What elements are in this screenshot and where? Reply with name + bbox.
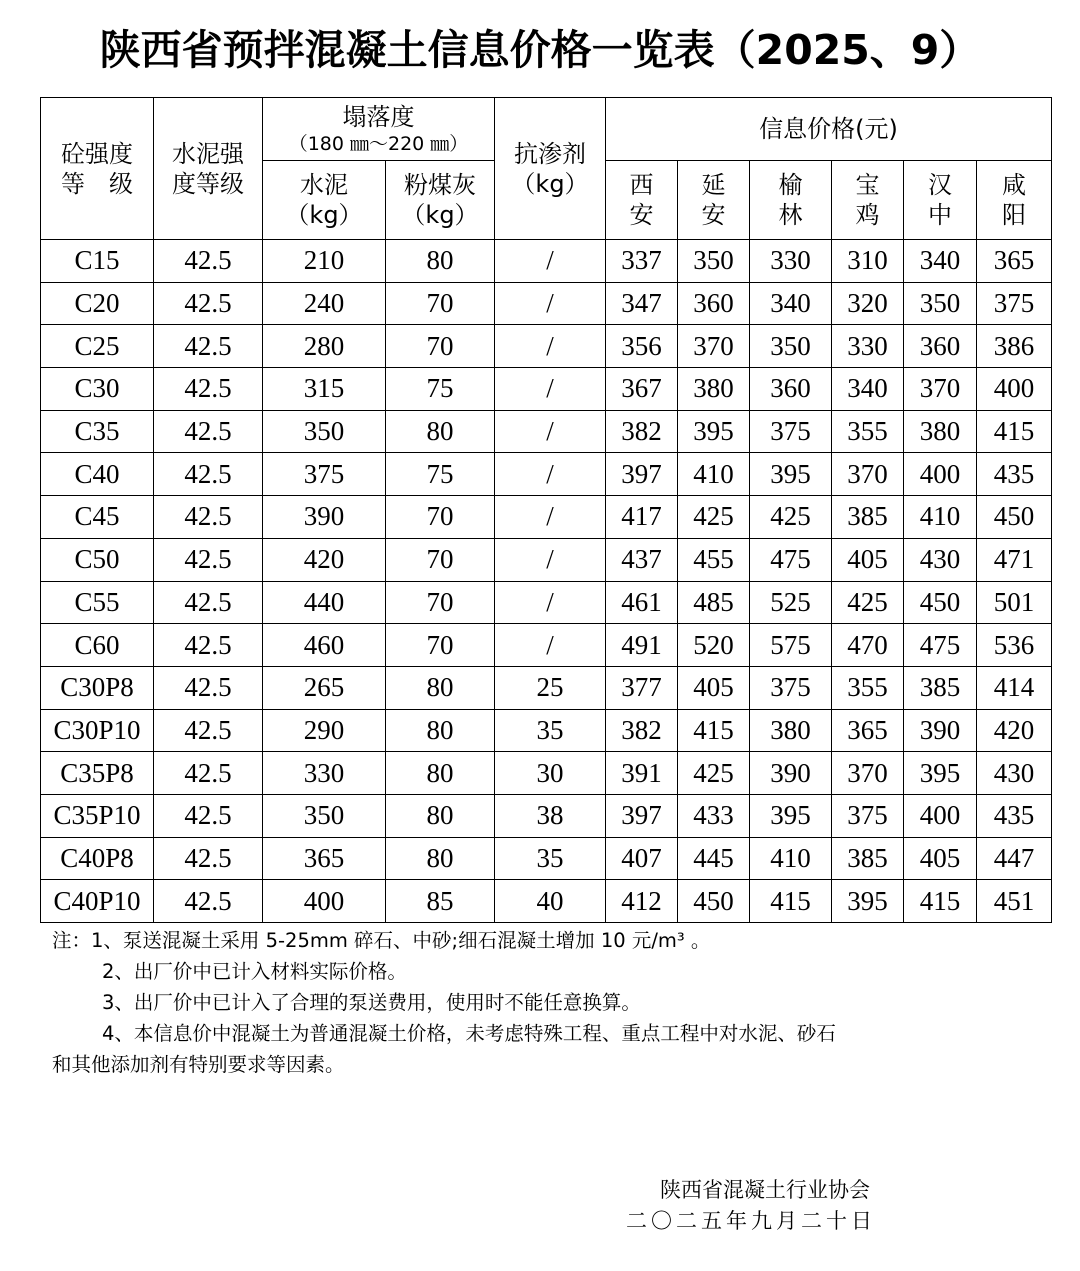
header-slump-range: （180 ㎜～220 ㎜） xyxy=(288,133,469,155)
cell-price-xian: 391 xyxy=(606,752,678,795)
cell-price-hanzhong: 380 xyxy=(904,410,977,453)
cell-price-yanan: 405 xyxy=(678,666,750,709)
header-city-char-1: 咸 xyxy=(1002,171,1027,199)
cell-price-yulin: 375 xyxy=(750,666,832,709)
cell-price-xian: 367 xyxy=(606,368,678,411)
cell-price-hanzhong: 395 xyxy=(904,752,977,795)
table-row xyxy=(41,282,1052,325)
table-row xyxy=(41,240,1052,283)
cell-cement: 290 xyxy=(263,709,386,752)
header-cement-unit: （kg） xyxy=(285,201,363,229)
cell-flyash: 80 xyxy=(386,709,495,752)
table-row xyxy=(41,496,1052,539)
cell-cement: 330 xyxy=(263,752,386,795)
cell-grade: C55 xyxy=(41,581,154,624)
cell-flyash: 75 xyxy=(386,368,495,411)
header-slump xyxy=(263,98,495,161)
cell-price-yulin: 360 xyxy=(750,368,832,411)
cell-price-yanan: 370 xyxy=(678,325,750,368)
cell-price-xianyang: 415 xyxy=(977,410,1052,453)
cell-grade: C35P8 xyxy=(41,752,154,795)
cell-price-yanan: 380 xyxy=(678,368,750,411)
cell-cement: 460 xyxy=(263,624,386,667)
cell-price-yulin: 475 xyxy=(750,538,832,581)
cell-antiseep: / xyxy=(495,282,606,325)
cell-price-hanzhong: 340 xyxy=(904,240,977,283)
cell-price-hanzhong: 450 xyxy=(904,581,977,624)
cell-cement-grade: 42.5 xyxy=(154,240,263,283)
cell-price-yulin: 390 xyxy=(750,752,832,795)
cell-price-xianyang: 435 xyxy=(977,453,1052,496)
cell-flyash: 70 xyxy=(386,496,495,539)
cell-cement-grade: 42.5 xyxy=(154,837,263,880)
cell-grade: C35 xyxy=(41,410,154,453)
cell-price-baoji: 375 xyxy=(832,794,904,837)
cell-price-hanzhong: 400 xyxy=(904,794,977,837)
cell-price-yulin: 350 xyxy=(750,325,832,368)
cell-price-yanan: 410 xyxy=(678,453,750,496)
cell-price-xianyang: 451 xyxy=(977,880,1052,923)
header-flyash xyxy=(386,161,495,240)
cell-cement: 240 xyxy=(263,282,386,325)
header-grade-line2: 等 级 xyxy=(61,169,133,198)
cell-cement-grade: 42.5 xyxy=(154,453,263,496)
cell-cement: 375 xyxy=(263,453,386,496)
cell-cement-grade: 42.5 xyxy=(154,709,263,752)
cell-price-baoji: 320 xyxy=(832,282,904,325)
page-title: 陕西省预拌混凝土信息价格一览表（2025、9） xyxy=(99,26,981,74)
cell-price-yanan: 445 xyxy=(678,837,750,880)
cell-cement-grade: 42.5 xyxy=(154,325,263,368)
cell-price-baoji: 470 xyxy=(832,624,904,667)
header-city-char-2: 林 xyxy=(778,201,803,229)
cell-cement-grade: 42.5 xyxy=(154,496,263,539)
note-3: 3、出厂价中已计入了合理的泵送费用，使用时不能任意换算。 xyxy=(102,991,641,1014)
header-cement xyxy=(263,161,386,240)
cell-price-yanan: 433 xyxy=(678,794,750,837)
cell-price-yulin: 395 xyxy=(750,794,832,837)
cell-price-hanzhong: 405 xyxy=(904,837,977,880)
header-city-char-1: 宝 xyxy=(855,171,880,199)
header-cement-grade-line2: 度等级 xyxy=(172,169,244,198)
header-city-char-2: 中 xyxy=(928,201,952,229)
cell-grade: C45 xyxy=(41,496,154,539)
header-cement-grade xyxy=(154,98,263,240)
table-row xyxy=(41,581,1052,624)
cell-flyash: 80 xyxy=(386,752,495,795)
cell-price-yulin: 525 xyxy=(750,581,832,624)
cell-price-baoji: 370 xyxy=(832,453,904,496)
header-city xyxy=(977,161,1052,240)
cell-price-yulin: 425 xyxy=(750,496,832,539)
cell-grade: C20 xyxy=(41,282,154,325)
cell-cement-grade: 42.5 xyxy=(154,410,263,453)
cell-grade: C50 xyxy=(41,538,154,581)
cell-price-hanzhong: 360 xyxy=(904,325,977,368)
cell-price-yulin: 410 xyxy=(750,837,832,880)
cell-grade: C40P8 xyxy=(41,837,154,880)
cell-price-baoji: 385 xyxy=(832,496,904,539)
cell-flyash: 80 xyxy=(386,666,495,709)
cell-cement-grade: 42.5 xyxy=(154,624,263,667)
cell-grade: C60 xyxy=(41,624,154,667)
header-city xyxy=(832,161,904,240)
cell-flyash: 75 xyxy=(386,453,495,496)
cell-price-xianyang: 365 xyxy=(977,240,1052,283)
cell-price-baoji: 395 xyxy=(832,880,904,923)
cell-price-xianyang: 400 xyxy=(977,368,1052,411)
cell-price-yanan: 520 xyxy=(678,624,750,667)
header-flyash-label: 粉煤灰 xyxy=(404,171,476,199)
cell-price-baoji: 385 xyxy=(832,837,904,880)
cell-price-xian: 491 xyxy=(606,624,678,667)
cell-price-xian: 382 xyxy=(606,410,678,453)
header-antiseep-unit: （kg） xyxy=(511,169,589,198)
cell-price-hanzhong: 370 xyxy=(904,368,977,411)
cell-antiseep: 40 xyxy=(495,880,606,923)
cell-price-xian: 407 xyxy=(606,837,678,880)
cell-price-xian: 412 xyxy=(606,880,678,923)
cell-price-hanzhong: 415 xyxy=(904,880,977,923)
header-price: 信息价格(元) xyxy=(606,98,1052,161)
cell-price-baoji: 355 xyxy=(832,666,904,709)
cell-cement: 265 xyxy=(263,666,386,709)
cell-cement-grade: 42.5 xyxy=(154,538,263,581)
cell-price-hanzhong: 400 xyxy=(904,453,977,496)
cell-cement-grade: 42.5 xyxy=(154,794,263,837)
cell-cement: 400 xyxy=(263,880,386,923)
cell-cement: 390 xyxy=(263,496,386,539)
cell-price-xian: 397 xyxy=(606,453,678,496)
cell-grade: C25 xyxy=(41,325,154,368)
cell-price-yanan: 360 xyxy=(678,282,750,325)
cell-cement-grade: 42.5 xyxy=(154,752,263,795)
cell-price-yulin: 395 xyxy=(750,453,832,496)
table-row xyxy=(41,666,1052,709)
cell-price-yanan: 425 xyxy=(678,752,750,795)
cell-antiseep: / xyxy=(495,496,606,539)
cell-price-hanzhong: 350 xyxy=(904,282,977,325)
table-row xyxy=(41,410,1052,453)
header-flyash-unit: （kg） xyxy=(401,201,479,229)
table-row xyxy=(41,538,1052,581)
cell-antiseep: / xyxy=(495,624,606,667)
table-row xyxy=(41,880,1052,923)
cell-flyash: 70 xyxy=(386,325,495,368)
cell-flyash: 85 xyxy=(386,880,495,923)
cell-cement: 440 xyxy=(263,581,386,624)
cell-antiseep: 35 xyxy=(495,709,606,752)
cell-grade: C40P10 xyxy=(41,880,154,923)
header-city-char-2: 阳 xyxy=(1002,201,1027,229)
cell-price-yulin: 330 xyxy=(750,240,832,283)
cell-grade: C35P10 xyxy=(41,794,154,837)
cell-price-xian: 377 xyxy=(606,666,678,709)
header-antiseep xyxy=(495,98,606,240)
cell-cement-grade: 42.5 xyxy=(154,581,263,624)
cell-antiseep: / xyxy=(495,538,606,581)
cell-grade: C30P10 xyxy=(41,709,154,752)
cell-price-xianyang: 430 xyxy=(977,752,1052,795)
cell-cement-grade: 42.5 xyxy=(154,368,263,411)
cell-price-xianyang: 447 xyxy=(977,837,1052,880)
header-city xyxy=(678,161,750,240)
header-city-char-1: 西 xyxy=(629,171,654,199)
cell-flyash: 80 xyxy=(386,410,495,453)
header-grade xyxy=(41,98,154,240)
cell-antiseep: 30 xyxy=(495,752,606,795)
cell-antiseep: / xyxy=(495,368,606,411)
header-cement-label: 水泥 xyxy=(300,171,348,199)
note-4-continued: 和其他添加剂有特别要求等因素。 xyxy=(52,1053,345,1076)
table-row xyxy=(41,794,1052,837)
header-slump-label: 塌落度 xyxy=(342,103,415,131)
table-row xyxy=(41,837,1052,880)
cell-price-yanan: 485 xyxy=(678,581,750,624)
cell-cement: 315 xyxy=(263,368,386,411)
cell-price-hanzhong: 410 xyxy=(904,496,977,539)
cell-flyash: 70 xyxy=(386,581,495,624)
cell-price-yulin: 375 xyxy=(750,410,832,453)
cell-cement-grade: 42.5 xyxy=(154,282,263,325)
cell-antiseep: 25 xyxy=(495,666,606,709)
cell-price-baoji: 365 xyxy=(832,709,904,752)
cell-price-baoji: 355 xyxy=(832,410,904,453)
cell-antiseep: 38 xyxy=(495,794,606,837)
cell-antiseep: / xyxy=(495,581,606,624)
cell-price-xianyang: 386 xyxy=(977,325,1052,368)
cell-price-xian: 461 xyxy=(606,581,678,624)
cell-price-yanan: 450 xyxy=(678,880,750,923)
cell-price-yulin: 575 xyxy=(750,624,832,667)
cell-cement: 280 xyxy=(263,325,386,368)
cell-price-baoji: 330 xyxy=(832,325,904,368)
cell-price-yulin: 415 xyxy=(750,880,832,923)
cell-flyash: 80 xyxy=(386,837,495,880)
cell-price-xianyang: 435 xyxy=(977,794,1052,837)
table-row xyxy=(41,453,1052,496)
cell-price-xian: 437 xyxy=(606,538,678,581)
cell-antiseep: / xyxy=(495,410,606,453)
cell-grade: C30P8 xyxy=(41,666,154,709)
cell-flyash: 80 xyxy=(386,240,495,283)
cell-price-hanzhong: 385 xyxy=(904,666,977,709)
header-city-char-2: 安 xyxy=(629,201,654,229)
header-city xyxy=(606,161,678,240)
note-2: 2、出厂价中已计入材料实际价格。 xyxy=(102,960,407,983)
cell-flyash: 80 xyxy=(386,794,495,837)
cell-price-baoji: 370 xyxy=(832,752,904,795)
cell-price-xianyang: 471 xyxy=(977,538,1052,581)
table-row xyxy=(41,709,1052,752)
cell-price-xian: 356 xyxy=(606,325,678,368)
cell-price-xian: 337 xyxy=(606,240,678,283)
header-city xyxy=(750,161,832,240)
cell-price-baoji: 405 xyxy=(832,538,904,581)
price-table xyxy=(40,97,1052,923)
table-row xyxy=(41,368,1052,411)
header-grade-line1: 砼强度 xyxy=(61,139,133,168)
cell-price-xianyang: 501 xyxy=(977,581,1052,624)
cell-grade: C30 xyxy=(41,368,154,411)
cell-price-xianyang: 375 xyxy=(977,282,1052,325)
table-row xyxy=(41,752,1052,795)
cell-cement: 420 xyxy=(263,538,386,581)
cell-antiseep: / xyxy=(495,240,606,283)
cell-antiseep: / xyxy=(495,325,606,368)
cell-price-yanan: 395 xyxy=(678,410,750,453)
cell-price-baoji: 310 xyxy=(832,240,904,283)
header-row-1 xyxy=(41,98,1052,161)
cell-price-xian: 397 xyxy=(606,794,678,837)
cell-price-xianyang: 414 xyxy=(977,666,1052,709)
cell-price-yanan: 425 xyxy=(678,496,750,539)
note-4: 4、本信息价中混凝土为普通混凝土价格，未考虑特殊工程、重点工程中对水泥、砂石 xyxy=(102,1022,836,1045)
cell-price-baoji: 340 xyxy=(832,368,904,411)
header-city-char-1: 汉 xyxy=(928,171,952,199)
cell-price-yanan: 455 xyxy=(678,538,750,581)
header-city-char-1: 延 xyxy=(701,171,726,199)
table-row xyxy=(41,325,1052,368)
cell-price-hanzhong: 475 xyxy=(904,624,977,667)
cell-cement: 365 xyxy=(263,837,386,880)
header-antiseep-label: 抗渗剂 xyxy=(514,139,586,168)
header-cement-grade-line1: 水泥强 xyxy=(172,139,244,168)
cell-cement-grade: 42.5 xyxy=(154,666,263,709)
note-1: 注：1、泵送混凝土采用 5-25mm 碎石、中砂;细石混凝土增加 10 元/m³ 。 xyxy=(52,929,711,952)
cell-cement-grade: 42.5 xyxy=(154,880,263,923)
cell-price-xianyang: 536 xyxy=(977,624,1052,667)
signature-date: 二〇二五年九月二十日 xyxy=(626,1209,876,1233)
header-city-char-1: 榆 xyxy=(778,171,803,199)
cell-price-xianyang: 450 xyxy=(977,496,1052,539)
header-city xyxy=(904,161,977,240)
cell-price-yanan: 415 xyxy=(678,709,750,752)
cell-cement: 350 xyxy=(263,410,386,453)
cell-flyash: 70 xyxy=(386,624,495,667)
cell-price-yulin: 380 xyxy=(750,709,832,752)
cell-price-yulin: 340 xyxy=(750,282,832,325)
cell-price-hanzhong: 430 xyxy=(904,538,977,581)
cell-flyash: 70 xyxy=(386,538,495,581)
cell-price-hanzhong: 390 xyxy=(904,709,977,752)
cell-price-xian: 347 xyxy=(606,282,678,325)
cell-price-xian: 382 xyxy=(606,709,678,752)
header-city-char-2: 鸡 xyxy=(855,201,880,229)
cell-antiseep: / xyxy=(495,453,606,496)
header-city-char-2: 安 xyxy=(701,201,726,229)
notes xyxy=(52,925,1032,1080)
cell-price-xian: 417 xyxy=(606,496,678,539)
cell-price-yanan: 350 xyxy=(678,240,750,283)
cell-cement: 210 xyxy=(263,240,386,283)
cell-antiseep: 35 xyxy=(495,837,606,880)
signature-org: 陕西省混凝土行业协会 xyxy=(660,1178,870,1202)
cell-grade: C40 xyxy=(41,453,154,496)
cell-flyash: 70 xyxy=(386,282,495,325)
cell-grade: C15 xyxy=(41,240,154,283)
cell-price-xianyang: 420 xyxy=(977,709,1052,752)
cell-cement: 350 xyxy=(263,794,386,837)
cell-price-baoji: 425 xyxy=(832,581,904,624)
table-row xyxy=(41,624,1052,667)
